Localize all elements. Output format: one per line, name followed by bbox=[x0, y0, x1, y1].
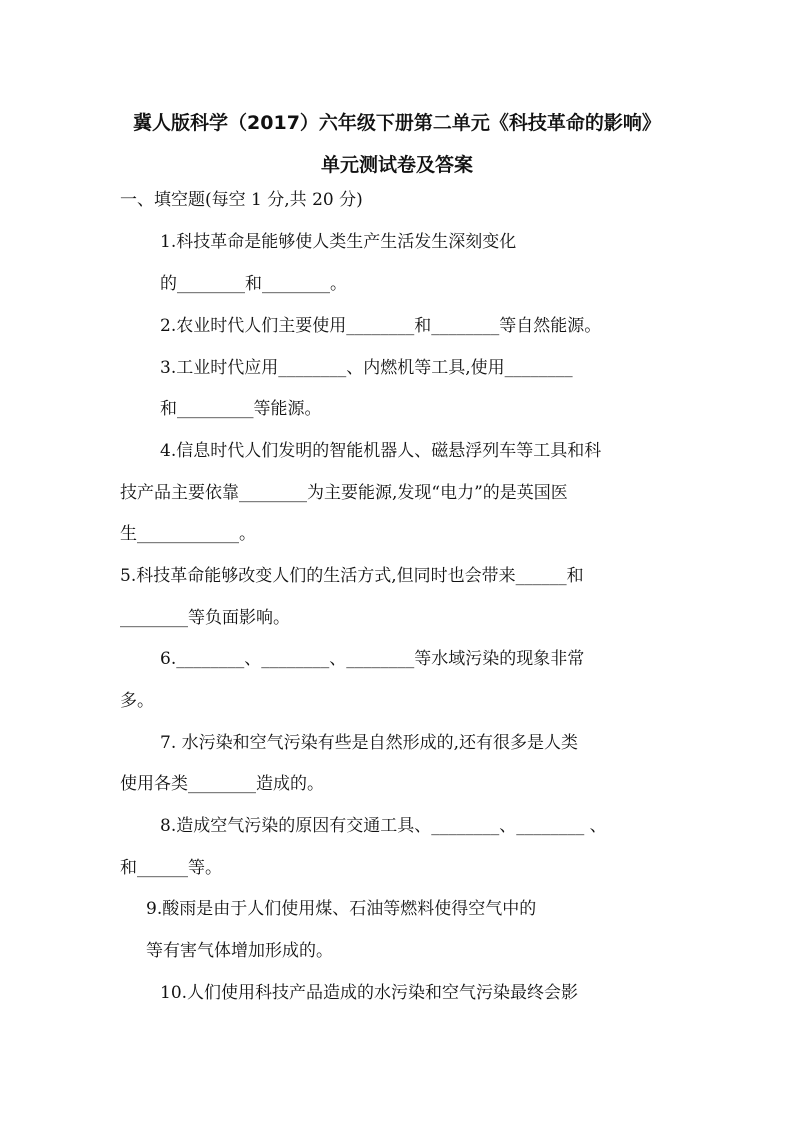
question-7-line-1: 7. 水污染和空气污染有些是自然形成的,还有很多是人类 bbox=[160, 733, 579, 753]
question-7-line-2: 使用各类________造成的。 bbox=[120, 774, 324, 794]
question-9-line-1: 9.酸雨是由于人们使用煤、石油等燃料使得空气中的 bbox=[146, 899, 537, 919]
question-9-line-2: 等有害气体增加形成的。 bbox=[146, 941, 333, 961]
question-3-line-1: 3.工业时代应用________、内燃机等工具,使用________ bbox=[160, 358, 573, 378]
question-8-line-1: 8.造成空气污染的原因有交通工具、________、________ 、 bbox=[160, 816, 607, 836]
question-6-line-2: 多。 bbox=[120, 691, 154, 711]
question-5-line-1: 5.科技革命能够改变人们的生活方式,但同时也会带来______和 bbox=[120, 566, 584, 586]
document-title-line-1: 冀人版科学（2017）六年级下册第二单元《科技革命的影响》 bbox=[133, 112, 661, 134]
question-6-line-1: 6.________、________、________等水域污染的现象非常 bbox=[160, 649, 585, 669]
question-8-line-2: 和______等。 bbox=[120, 858, 222, 878]
question-4-line-3: 生____________。 bbox=[120, 524, 256, 544]
question-5-line-2: ________等负面影响。 bbox=[120, 608, 290, 628]
question-4-line-1: 4.信息时代人们发明的智能机器人、磁悬浮列车等工具和科 bbox=[160, 441, 602, 461]
question-1-line-1: 1.科技革命是能够使人类生产生活发生深刻变化 bbox=[160, 232, 517, 252]
question-10-line-1: 10.人们使用科技产品造成的水污染和空气污染最终会影 bbox=[160, 983, 579, 1003]
question-3-line-2: 和_________等能源。 bbox=[160, 399, 322, 419]
question-4-line-2: 技产品主要依靠________为主要能源,发现“电力”的是英国医 bbox=[120, 483, 568, 503]
question-2-line-1: 2.农业时代人们主要使用________和________等自然能源。 bbox=[160, 316, 602, 336]
section-heading: 一、填空题(每空 1 分,共 20 分) bbox=[120, 190, 363, 210]
document-title-line-2: 单元测试卷及答案 bbox=[320, 154, 473, 176]
question-1-line-2: 的________和________。 bbox=[160, 274, 347, 294]
